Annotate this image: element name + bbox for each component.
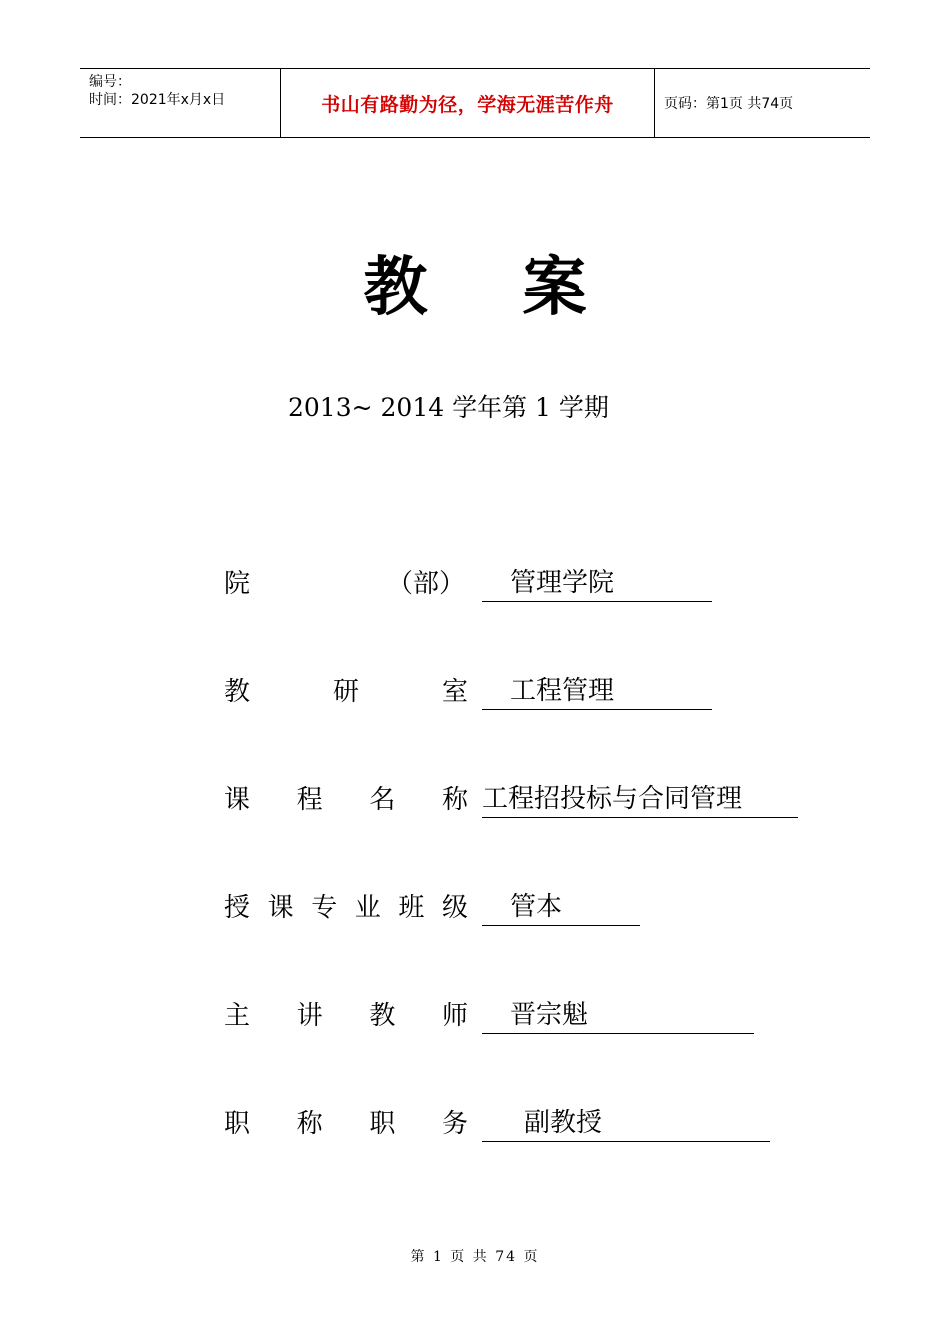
page-info: 页码：第1页 共74页 xyxy=(664,96,794,112)
position-value: 副教授 xyxy=(482,1106,770,1142)
course-value: 工程招投标与合同管理 xyxy=(482,782,798,818)
class-row xyxy=(224,890,640,926)
class-label: 授 课 专 业 班 级 xyxy=(224,893,468,923)
teacher-value: 晋宗魁 xyxy=(482,998,754,1034)
date-label: 时间：2021年x月x日 xyxy=(89,92,226,108)
serial-number-label: 编号： xyxy=(89,74,131,90)
document-title: 教案 xyxy=(363,251,682,325)
semester-line: 2013~ 2014 学年第 1 学期 xyxy=(288,393,609,422)
department-value: 管理学院 xyxy=(482,566,712,602)
office-value: 工程管理 xyxy=(482,674,712,710)
document-header xyxy=(80,68,870,138)
office-label: 教 研 室 xyxy=(224,677,468,707)
teacher-row xyxy=(224,998,754,1034)
header-motto-cell xyxy=(281,69,655,137)
department-row xyxy=(224,566,712,602)
position-label: 职 称 职 务 xyxy=(224,1109,468,1139)
department-label: 院 （部） xyxy=(224,569,466,599)
teacher-label: 主 讲 教 师 xyxy=(224,1001,468,1031)
course-label: 课 程 名 称 xyxy=(224,785,468,815)
position-row xyxy=(224,1106,770,1142)
header-page-cell xyxy=(655,69,870,137)
office-row xyxy=(224,674,712,710)
header-meta-cell xyxy=(80,69,281,137)
page-footer: 第 1 页 共 74 页 xyxy=(410,1249,540,1265)
class-value: 管本 xyxy=(482,890,640,926)
course-row xyxy=(224,782,798,818)
motto-text: 书山有路勤为径，学海无涯苦作舟 xyxy=(321,93,614,116)
